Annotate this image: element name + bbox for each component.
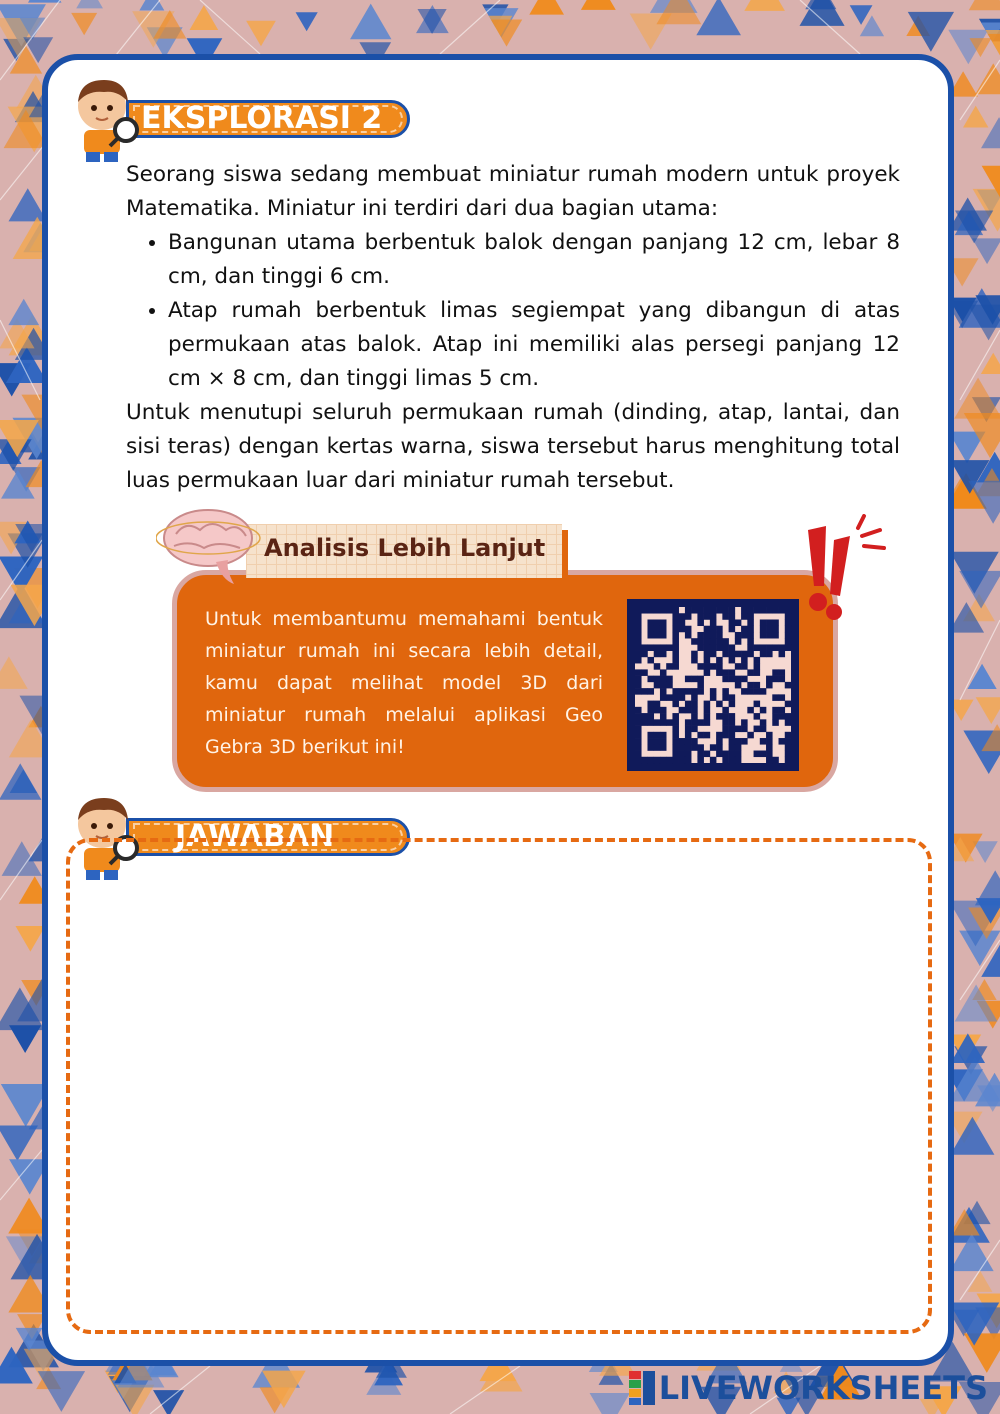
exploration-heading-label xyxy=(126,100,410,138)
story-bullet-2: • Atap rumah berbentuk limas segiempat yang dibangun di atas permukaan atas balok. Atap ini memiliki alas persegi panjang 12 cm × 8 cm, dan tinggi limas 5 cm. xyxy=(168,294,900,396)
exploration-story xyxy=(126,158,900,498)
brain-icon xyxy=(156,500,266,590)
story-bullets xyxy=(126,226,900,396)
watermark-text: LIVEWORKSHEETS xyxy=(658,1369,988,1407)
analysis-text: Untuk membantumu memahami bentuk miniatur rumah ini secara lebih detail, kamu dapat melihat model 3D dari miniatur rumah melalui aplikasi Geo Gebra 3D berikut ini! xyxy=(205,608,603,758)
analysis-box xyxy=(172,570,838,792)
qr-code-icon[interactable] xyxy=(627,599,799,771)
exploration-heading: EKSPLORASI 2 xyxy=(141,101,383,136)
kid-magnifier-icon xyxy=(64,74,144,166)
story-bullet-1: • Bangunan utama berbentuk balok dengan panjang 12 cm, lebar 8 cm, dan tinggi 6 cm. xyxy=(168,226,900,294)
story-conclusion: Untuk menutupi seluruh permukaan rumah (dinding, atap, lantai, dan sisi teras) dengan kertas warna, siswa tersebut harus menghitung total luas permukaan luar dari miniatur rumah tersebut. xyxy=(126,400,900,493)
analysis-tag-label: Analisis Lebih Lanjut xyxy=(264,534,546,562)
answer-heading: JAWABAN xyxy=(175,819,335,854)
liveworksheets-watermark xyxy=(629,1368,988,1408)
analysis-tag xyxy=(246,524,562,578)
exclamation-icon xyxy=(800,514,890,624)
liveworksheets-logo-icon xyxy=(629,1371,655,1405)
answer-area[interactable] xyxy=(66,838,932,1334)
story-intro: Seorang siswa sedang membuat miniatur rumah modern untuk proyek Matematika. Miniatur ini terdiri dari dua bagian utama: xyxy=(126,162,900,221)
